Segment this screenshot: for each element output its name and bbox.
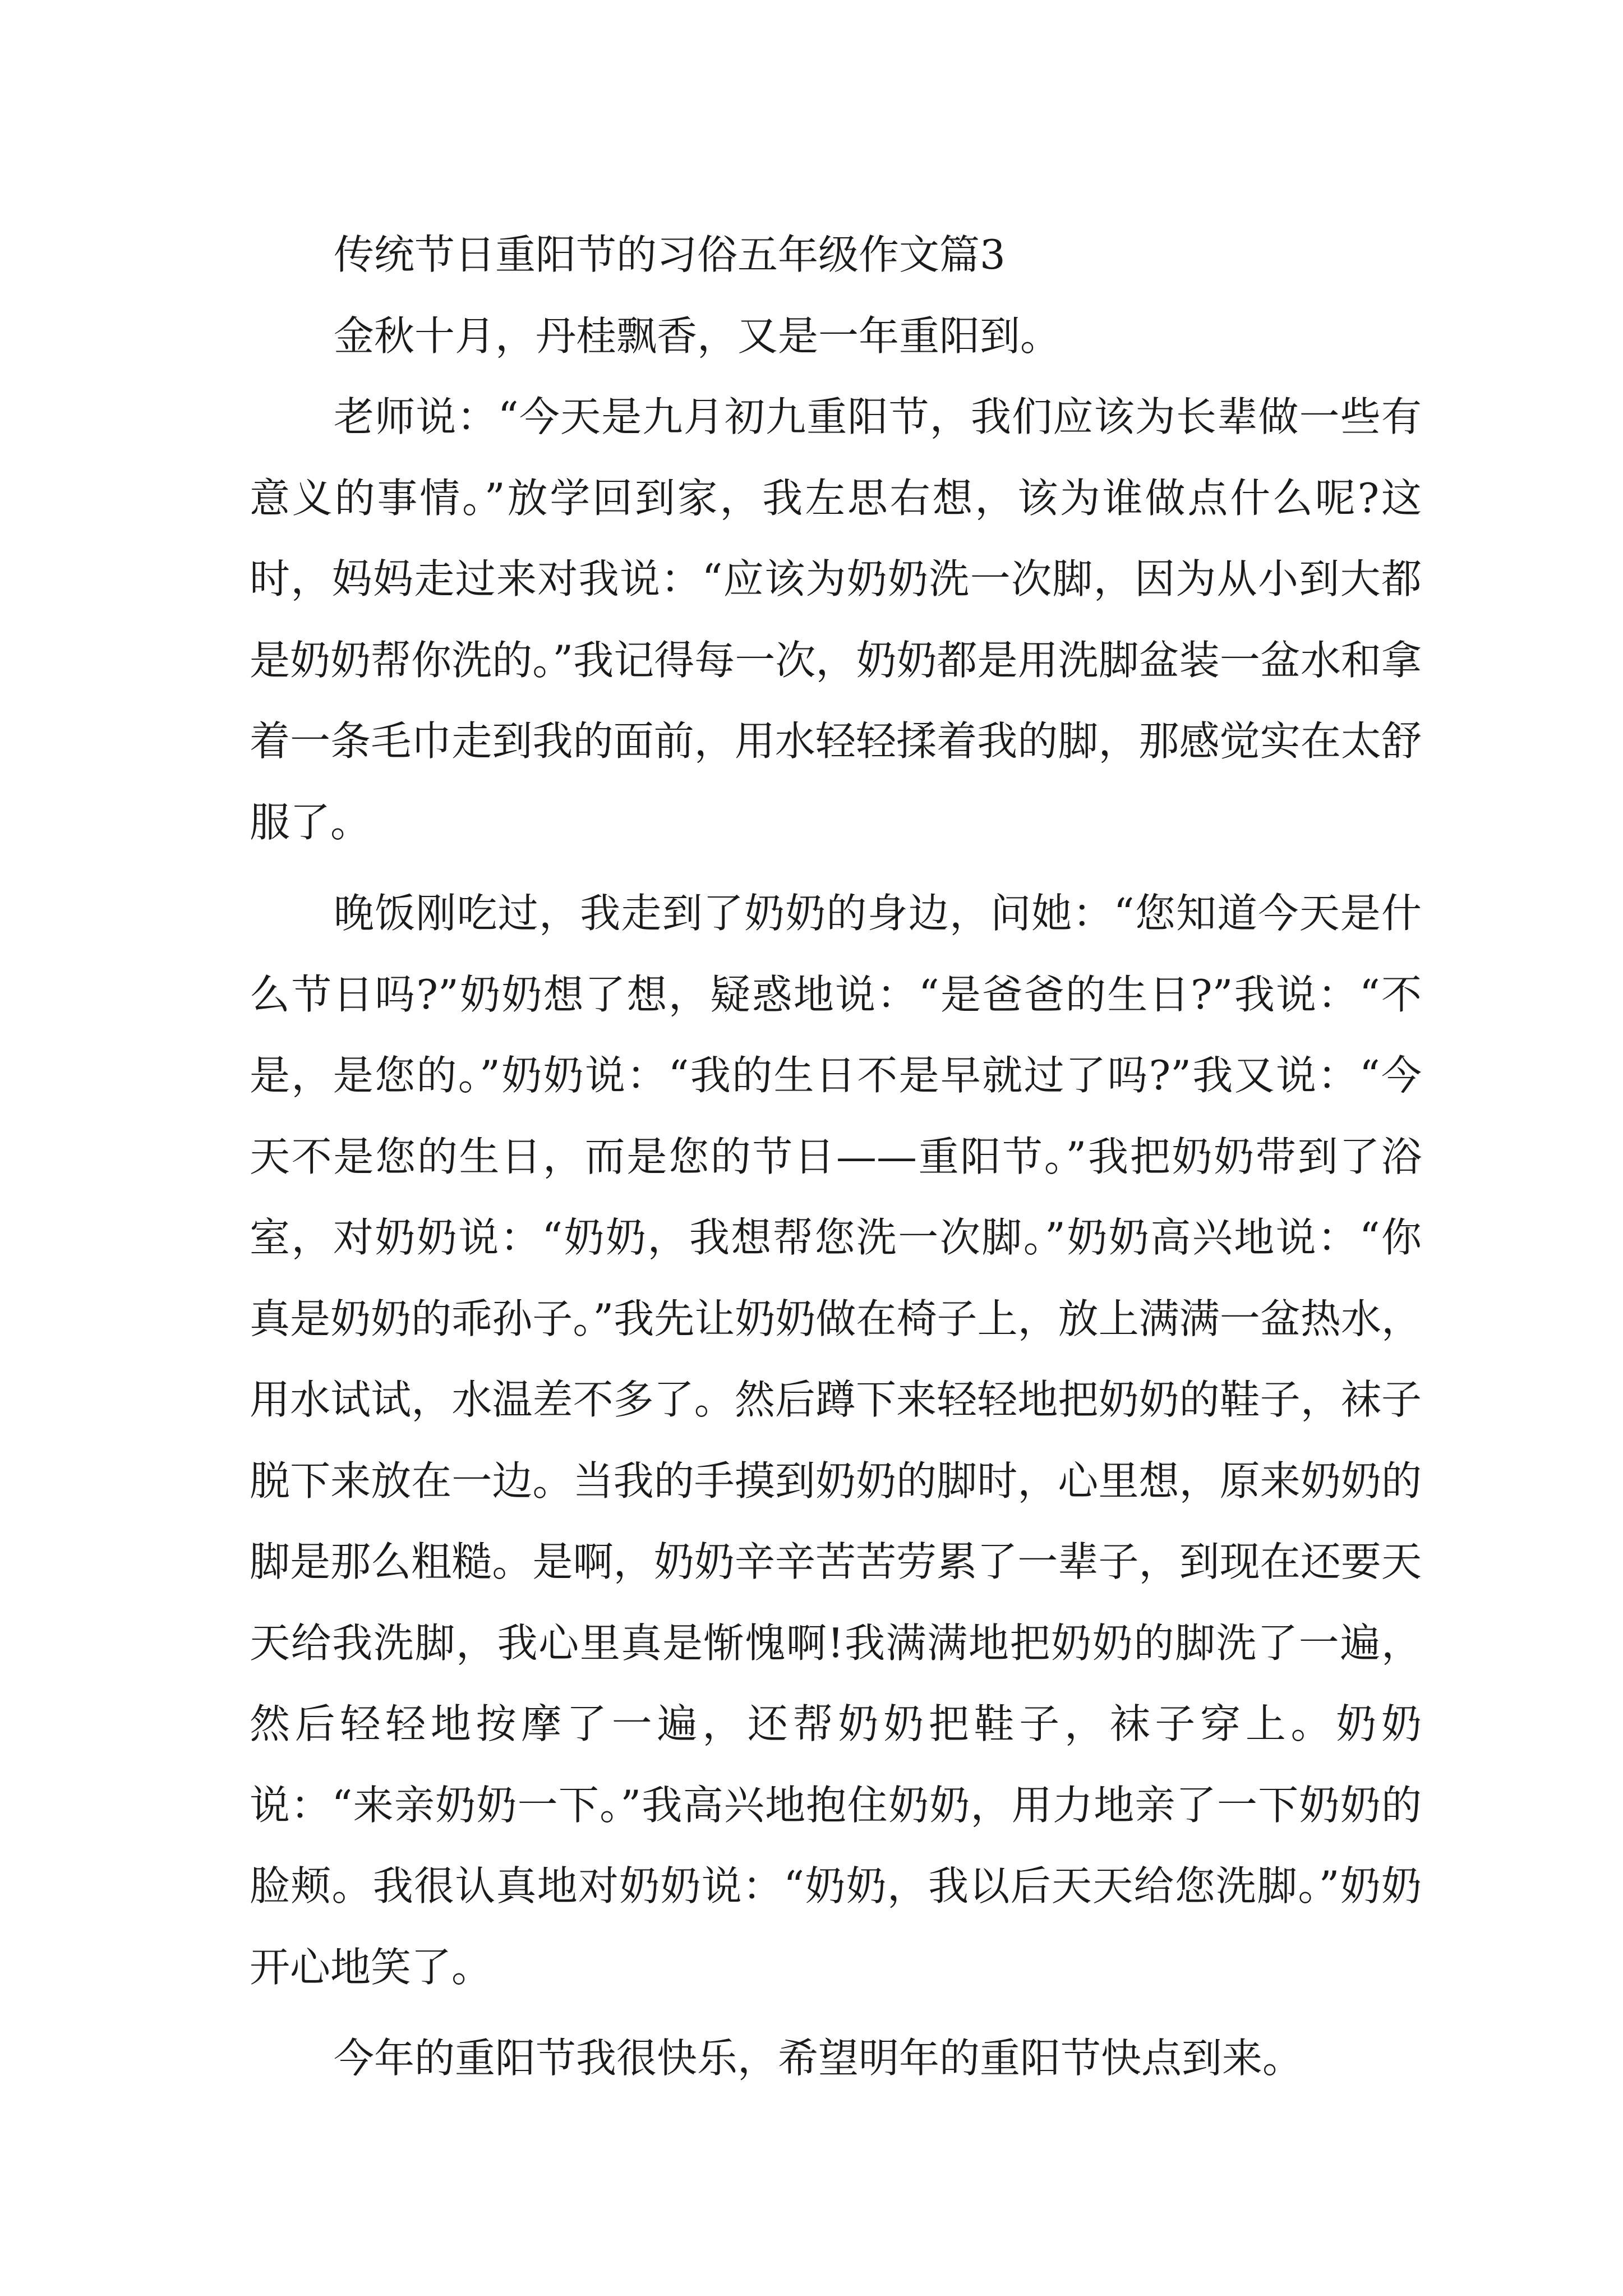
paragraph-closing: 今年的重阳节我很快乐，希望明年的重阳节快点到来。 (334, 2035, 1303, 2082)
paragraph-teacher: 老师说：“今天是九月初九重阳节，我们应该为长辈做一些有意义的事情。”放学回到家，我左思右想，该为谁做点什么呢?这时，妈妈走过来对我说：“应该为奶奶洗一次脚，因为从小到大都是奶奶帮你洗的。”我记得每一次，奶奶都是用洗脚盆装一盆水和拿着一条毛巾走到我的面前，用水轻轻揉着我的脚，那感觉实在太舒服了。 (250, 393, 1422, 846)
essay-title: 传统节日重阳节的习俗五年级作文篇3 (334, 231, 1006, 278)
paragraph-opening: 金秋十月，丹桂飘香，又是一年重阳到。 (334, 312, 1061, 360)
paragraph-footwash: 晚饭刚吃过，我走到了奶奶的身边，问她：“您知道今天是什么节日吗?”奶奶想了想，疑惑地说：“是爸爸的生日?”我说：“不是，是您的。”奶奶说：“我的生日不是早就过了吗?”我又说：“今天不是您的生日，而是您的节日——重阳节。”我把奶奶带到了浴室，对奶奶说：“奶奶，我想帮您洗一次脚。”奶奶高兴地说：“你真是奶奶的乖孙子。”我先让奶奶做在椅子上，放上满满一盆热水，用水试试，水温差不多了。然后蹲下来轻轻地把奶奶的鞋子，袜子脱下来放在一边。当我的手摸到奶奶的脚时，心里想，原来奶奶的脚是那么粗糙。是啊，奶奶辛辛苦苦劳累了一辈子，到现在还要天天给我洗脚，我心里真是惭愧啊!我满满地把奶奶的脚洗了一遍，然后轻轻地按摩了一遍，还帮奶奶把鞋子，袜子穿上。奶奶说：“来亲奶奶一下。”我高兴地抱住奶奶，用力地亲了一下奶奶的脸颊。我很认真地对奶奶说：“奶奶，我以后天天给您洗脚。”奶奶开心地笑了。 (250, 890, 1422, 1991)
essay-body (250, 214, 1422, 2099)
